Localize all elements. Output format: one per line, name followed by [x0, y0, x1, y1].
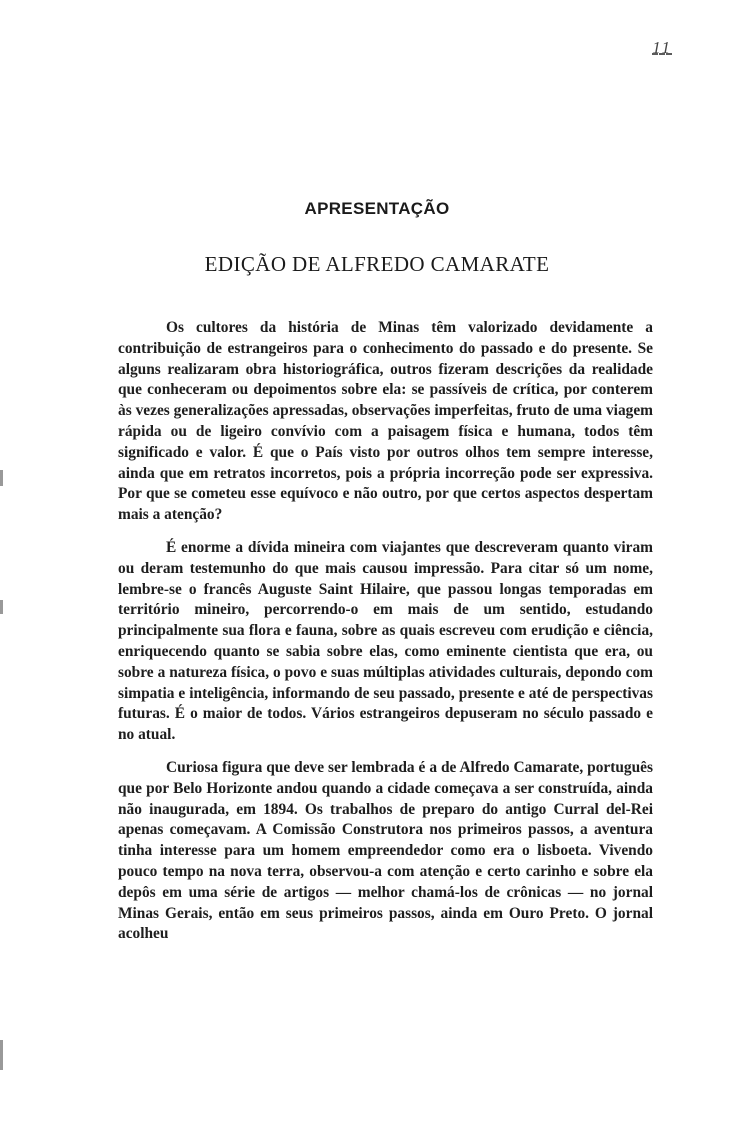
page-number: 11: [652, 38, 672, 57]
paragraph-1: Os cultores da história de Minas têm valorizado devidamente a contribuição de estrangeiros para o conhecimento do passado e do presente. Se alguns realizaram obra historiográfica, outros fizeram descrições da realidade que conheceram ou depoimentos sobre ela: se passíveis de crítica, por conterem às vezes generalizações apressadas, observações imperfeitas, fruto de uma viagem rápida ou de ligeiro convívio com a paisagem física e humana, todos têm significado e valor. É que o País visto por outros olhos tem sempre interesse, ainda que em retratos incorretos, pois a própria incorreção pode ser expressiva. Por que se cometeu esse equívoco e não outro, por que certos aspectos despertam mais a atenção?: [118, 319, 653, 524]
body-text: [118, 318, 653, 957]
scan-edge-mark: [0, 470, 3, 486]
paragraph-2: É enorme a dívida mineira com viajantes que descreveram quanto viram ou deram testemunho do que mais causou impressão. Para citar só um nome, lembre-se o francês Auguste Saint Hilaire, que passou longas temporadas em território mineiro, percorrendo-o em mais de um sentido, estudando principalmente sua flora e fauna, sobre as quais escreveu com erudição e ciência, enriquecendo quanto se sabia sobre elas, como eminente cientista que era, ou sobre a natureza física, o povo e suas múltiplas atividades culturais, depondo com simpatia e inteligência, informando de seu passado, presente e até de perspectivas futuras. É o maior de todos. Vários estrangeiros depuseram no século passado e no atual.: [118, 538, 653, 744]
section-heading: APRESENTAÇÃO: [304, 199, 450, 218]
scan-edge-mark: [0, 600, 3, 614]
scan-edge-mark: [0, 1040, 3, 1070]
paragraph-3: Curiosa figura que deve ser lembrada é a de Alfredo Camarate, português que por Belo Horizonte andou quando a cidade começava a ser construída, ainda não inaugurada, em 1894. Os trabalhos de preparo do antigo Curral del-Rei apenas começavam. A Comissão Construtora nos primeiros passos, a aventura tinha interesse para um homem empreendedor como era o lisboeta. Vivendo pouco tempo na nova terra, observou-a com atenção e certo carinho e sobre ela depôs em uma série de artigos — melhor chamá-los de crônicas — no jornal Minas Gerais, então em seus primeiros passos, ainda em Ouro Preto. O jornal acolheu: [118, 758, 653, 943]
section-subheading: EDIÇÃO DE ALFREDO CAMARATE: [204, 252, 550, 276]
